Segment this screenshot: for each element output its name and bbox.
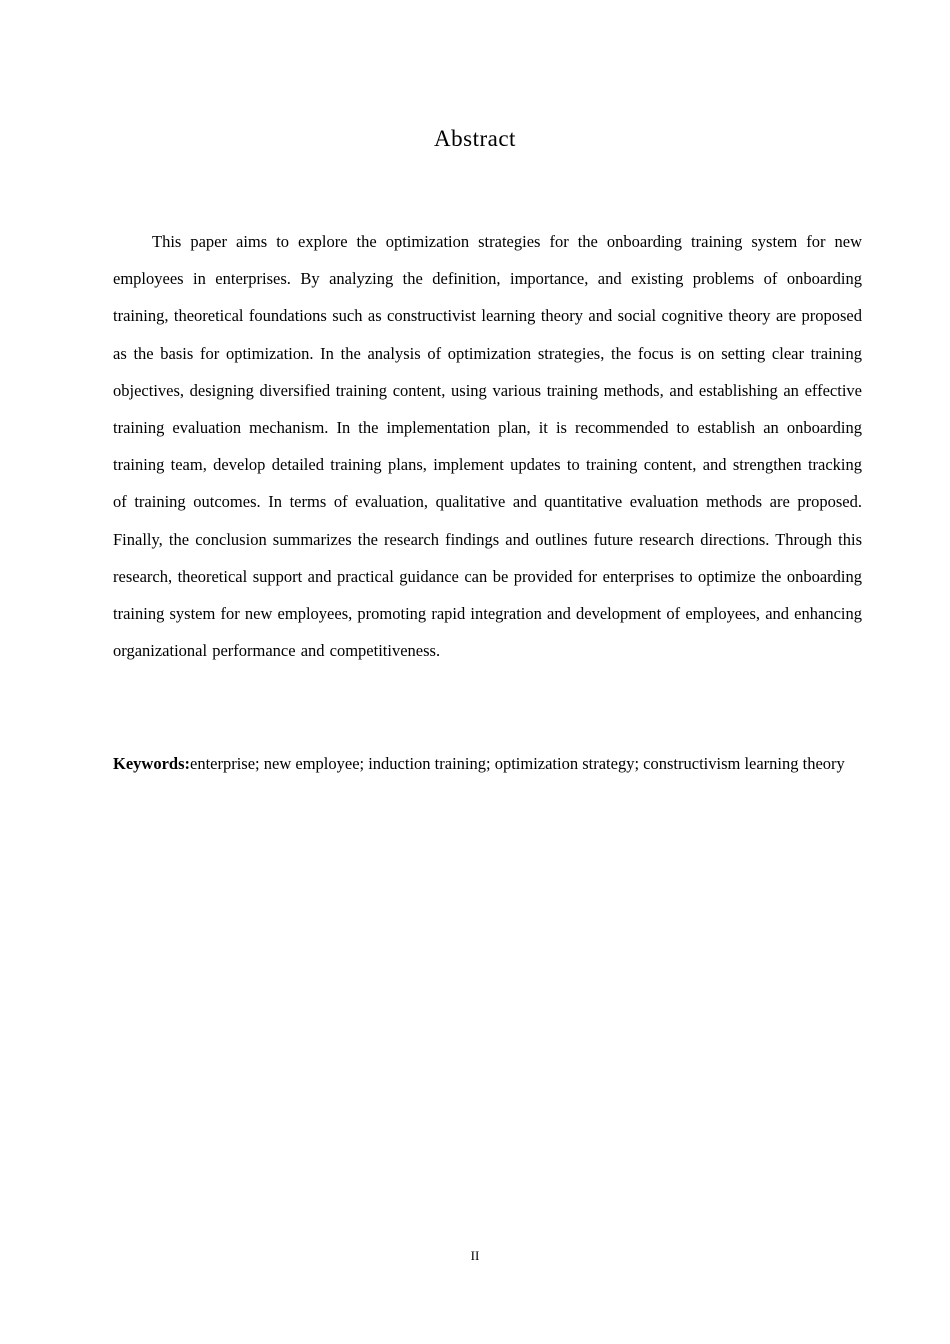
keywords-text: enterprise; new employee; induction training; optimization strategy; constructivism learning theory (190, 754, 845, 773)
keywords-label: Keywords: (113, 754, 190, 773)
keywords-line (113, 746, 862, 782)
page-number: II (470, 1248, 480, 1263)
abstract-paragraph: This paper aims to explore the optimization strategies for the onboarding training system for new employees in enterprises. By analyzing the definition, importance, and existing problems of onboarding training, theoretical foundations such as constructivist learning theory and social cognitive theory are proposed as the basis for optimization. In the analysis of optimization strategies, the focus is on setting clear training objectives, designing diversified training content, using various training methods, and establishing an effective training evaluation mechanism. In the implementation plan, it is recommended to establish an onboarding training team, develop detailed training plans, implement updates to training content, and strengthen tracking of training outcomes. In terms of evaluation, qualitative and quantitative evaluation methods are proposed. Finally, the conclusion summarizes the research findings and outlines future research directions. Through this research, theoretical support and practical guidance can be provided for enterprises to optimize the onboarding training system for new employees, promoting rapid integration and development of employees, and enhancing organizational performance and competitiveness. (113, 232, 862, 661)
abstract-title: Abstract (434, 126, 516, 151)
